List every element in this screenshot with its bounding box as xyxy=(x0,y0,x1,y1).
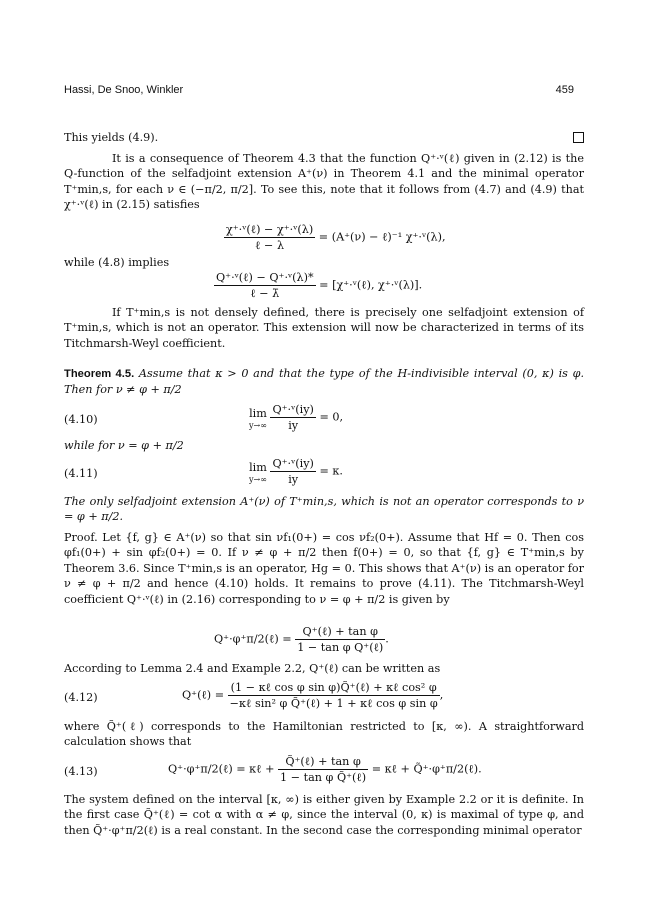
equation-chi xyxy=(64,222,584,252)
equation-4-12-lhs: Q⁺(ℓ) = xyxy=(182,688,225,702)
equation-4-10-rhs: = 0, xyxy=(319,410,344,424)
equation-4-12 xyxy=(64,680,584,714)
equation-4-10-lim-sub: y→∞ xyxy=(249,420,267,430)
equation-q-phi-end: . xyxy=(385,632,389,646)
theorem-conclusion: The only selfadjoint extension A⁺(ν) of T⁺min,s, which is not an operator corresponds to ν = φ + π/2. xyxy=(64,495,584,524)
theorem-text: Assume that κ > 0 and that the type of the H-indivisible interval (0, κ) is φ. Then for ν ≠ φ + π/2 xyxy=(64,367,585,397)
equation-4-10-denominator: iy xyxy=(288,419,299,432)
equation-4-10-numerator: Q⁺·ᵛ(iy) xyxy=(272,403,314,416)
equation-4-12-denominator: −κℓ sin² φ Q̃⁺(ℓ) + 1 + κℓ cos φ sin φ xyxy=(229,697,438,710)
equation-4-13-lhs: Q⁺·φ⁺π/2(ℓ) = κℓ + xyxy=(168,762,275,776)
equation-4-11-tag: (4.11) xyxy=(64,467,98,480)
equation-4-11-denominator: iy xyxy=(288,473,299,486)
equation-4-13-rhs: = κℓ + Q̃⁺·φ⁺π/2(ℓ). xyxy=(371,762,482,776)
paragraph-yields xyxy=(64,130,584,145)
equation-q-diff-rhs: = [χ⁺·ᵛ(ℓ), χ⁺·ᵛ(λ)]. xyxy=(319,278,423,292)
equation-q-diff-denominator: ℓ − λ̄ xyxy=(250,287,280,300)
equation-4-10-fraction xyxy=(270,402,315,433)
qed-square-icon xyxy=(573,132,584,143)
equation-4-13-numerator: Q̃⁺(ℓ) + tan φ xyxy=(278,754,368,770)
equation-q-phi xyxy=(64,624,584,656)
equation-4-12-tag: (4.12) xyxy=(64,691,98,704)
paragraph-while: while (4.8) implies xyxy=(64,256,170,269)
equation-4-13-denominator: 1 − tan φ Q̃⁺(ℓ) xyxy=(280,771,367,784)
paragraph-consequence: It is a consequence of Theorem 4.3 that the function Q⁺·ᵛ(ℓ) given in (2.12) is the Q-function of the selfadjoint extension A⁺(ν) in Theorem 4.1 and the minimal operator T⁺min,s, for each ν ∈ (−π/2, π/2]. To see this, note that it follows from (4.7) and (4.9) that χ⁺·ᵛ(ℓ) in (2.15) satisfies xyxy=(64,152,584,212)
paragraph-lemma: According to Lemma 2.4 and Example 2.2, Q⁺(ℓ) can be written as xyxy=(64,662,441,675)
equation-q-phi-lhs: Q⁺·φ⁺π/2(ℓ) = xyxy=(214,632,292,646)
equation-chi-denominator: ℓ − λ xyxy=(255,239,285,252)
equation-4-11 xyxy=(64,456,584,490)
proof-paragraph: Proof. Let {f, g} ∈ A⁺(ν) so that sin νf₁(0+) = cos νf₂(0+). Assume that Hf = 0. Then cos φf₁(0+) + sin φf₂(0+) = 0. If ν ≠ φ + π/2 then f(0+) = 0, so that {f, g} ∈ T⁺min,s by Theorem 3.6. Since T⁺min,s is an operator, Hg = 0. This shows that A⁺(ν) is an operator for ν ≠ φ + π/2 and hence (4.10) holds. It remains to prove (4.11). The Titchmarsh-Weyl coefficient Q⁺·ᵛ(ℓ) in (2.16) corresponding to ν = φ + π/2 is given by xyxy=(64,531,584,606)
equation-4-11-numerator: Q⁺·ᵛ(iy) xyxy=(272,457,314,470)
equation-4-10 xyxy=(64,402,584,436)
equation-4-10-tag: (4.10) xyxy=(64,413,98,426)
equation-q-phi-numerator: Q⁺(ℓ) + tan φ xyxy=(295,624,385,640)
page-number: 459 xyxy=(555,84,574,96)
theorem-while: while for ν = φ + π/2 xyxy=(64,439,184,452)
equation-4-11-lim: lim xyxy=(249,460,267,474)
running-header xyxy=(64,84,574,100)
equation-4-12-end: , xyxy=(439,688,444,702)
equation-q-diff-fraction xyxy=(214,270,316,301)
paragraph-not-densely: If T⁺min,s is not densely defined, there is precisely one selfadjoint extension of T⁺min,s, which is not an operator. This extension will now be characterized in terms of its Titchmarsh-Weyl coefficient. xyxy=(64,306,584,350)
equation-4-12-numerator: (1 − κℓ cos φ sin φ)Q̃⁺(ℓ) + κℓ cos² φ xyxy=(228,680,440,696)
theorem-label: Theorem 4.5. xyxy=(64,368,135,380)
equation-q-diff-numerator: Q⁺·ᵛ(ℓ) − Q⁺·ᵛ(λ)* xyxy=(216,271,314,284)
theorem-4-5 xyxy=(64,366,584,398)
equation-chi-numerator: χ⁺·ᵛ(ℓ) − χ⁺·ᵛ(λ) xyxy=(226,223,314,236)
yields-text: This yields (4.9). xyxy=(64,131,159,144)
equation-q-diff xyxy=(64,270,584,300)
running-header-authors: Hassi, De Snoo, Winkler xyxy=(64,84,184,96)
equation-4-13-tag: (4.13) xyxy=(64,765,98,778)
equation-chi-rhs: = (A⁺(ν) − ℓ)⁻¹ χ⁺·ᵛ(λ), xyxy=(318,230,446,244)
equation-chi-fraction xyxy=(224,222,315,253)
equation-4-13 xyxy=(64,754,584,788)
equation-4-11-rhs: = κ. xyxy=(319,464,343,478)
equation-4-11-fraction xyxy=(270,456,315,487)
paragraph-system: The system defined on the interval [κ, ∞) is either given by Example 2.2 or it is definite. In the first case Q̃⁺(ℓ) = cot α with α ≠ φ, since the interval (0, κ) is maximal of type φ, and then Q̃⁺·φ⁺π/2(ℓ) is a real constant. In the second case the corresponding minimal operator xyxy=(64,793,584,837)
equation-4-11-lim-sub: y→∞ xyxy=(249,474,267,484)
paragraph-hamiltonian: where Q̃⁺(ℓ) corresponds to the Hamiltonian restricted to [κ, ∞). A straightforward calculation shows that xyxy=(64,720,584,749)
equation-4-10-lim: lim xyxy=(249,406,267,420)
equation-4-13-fraction xyxy=(278,754,368,785)
equation-q-phi-denominator: 1 − tan φ Q⁺(ℓ) xyxy=(297,641,384,654)
equation-q-phi-fraction xyxy=(295,624,385,655)
equation-4-12-fraction xyxy=(228,680,440,711)
